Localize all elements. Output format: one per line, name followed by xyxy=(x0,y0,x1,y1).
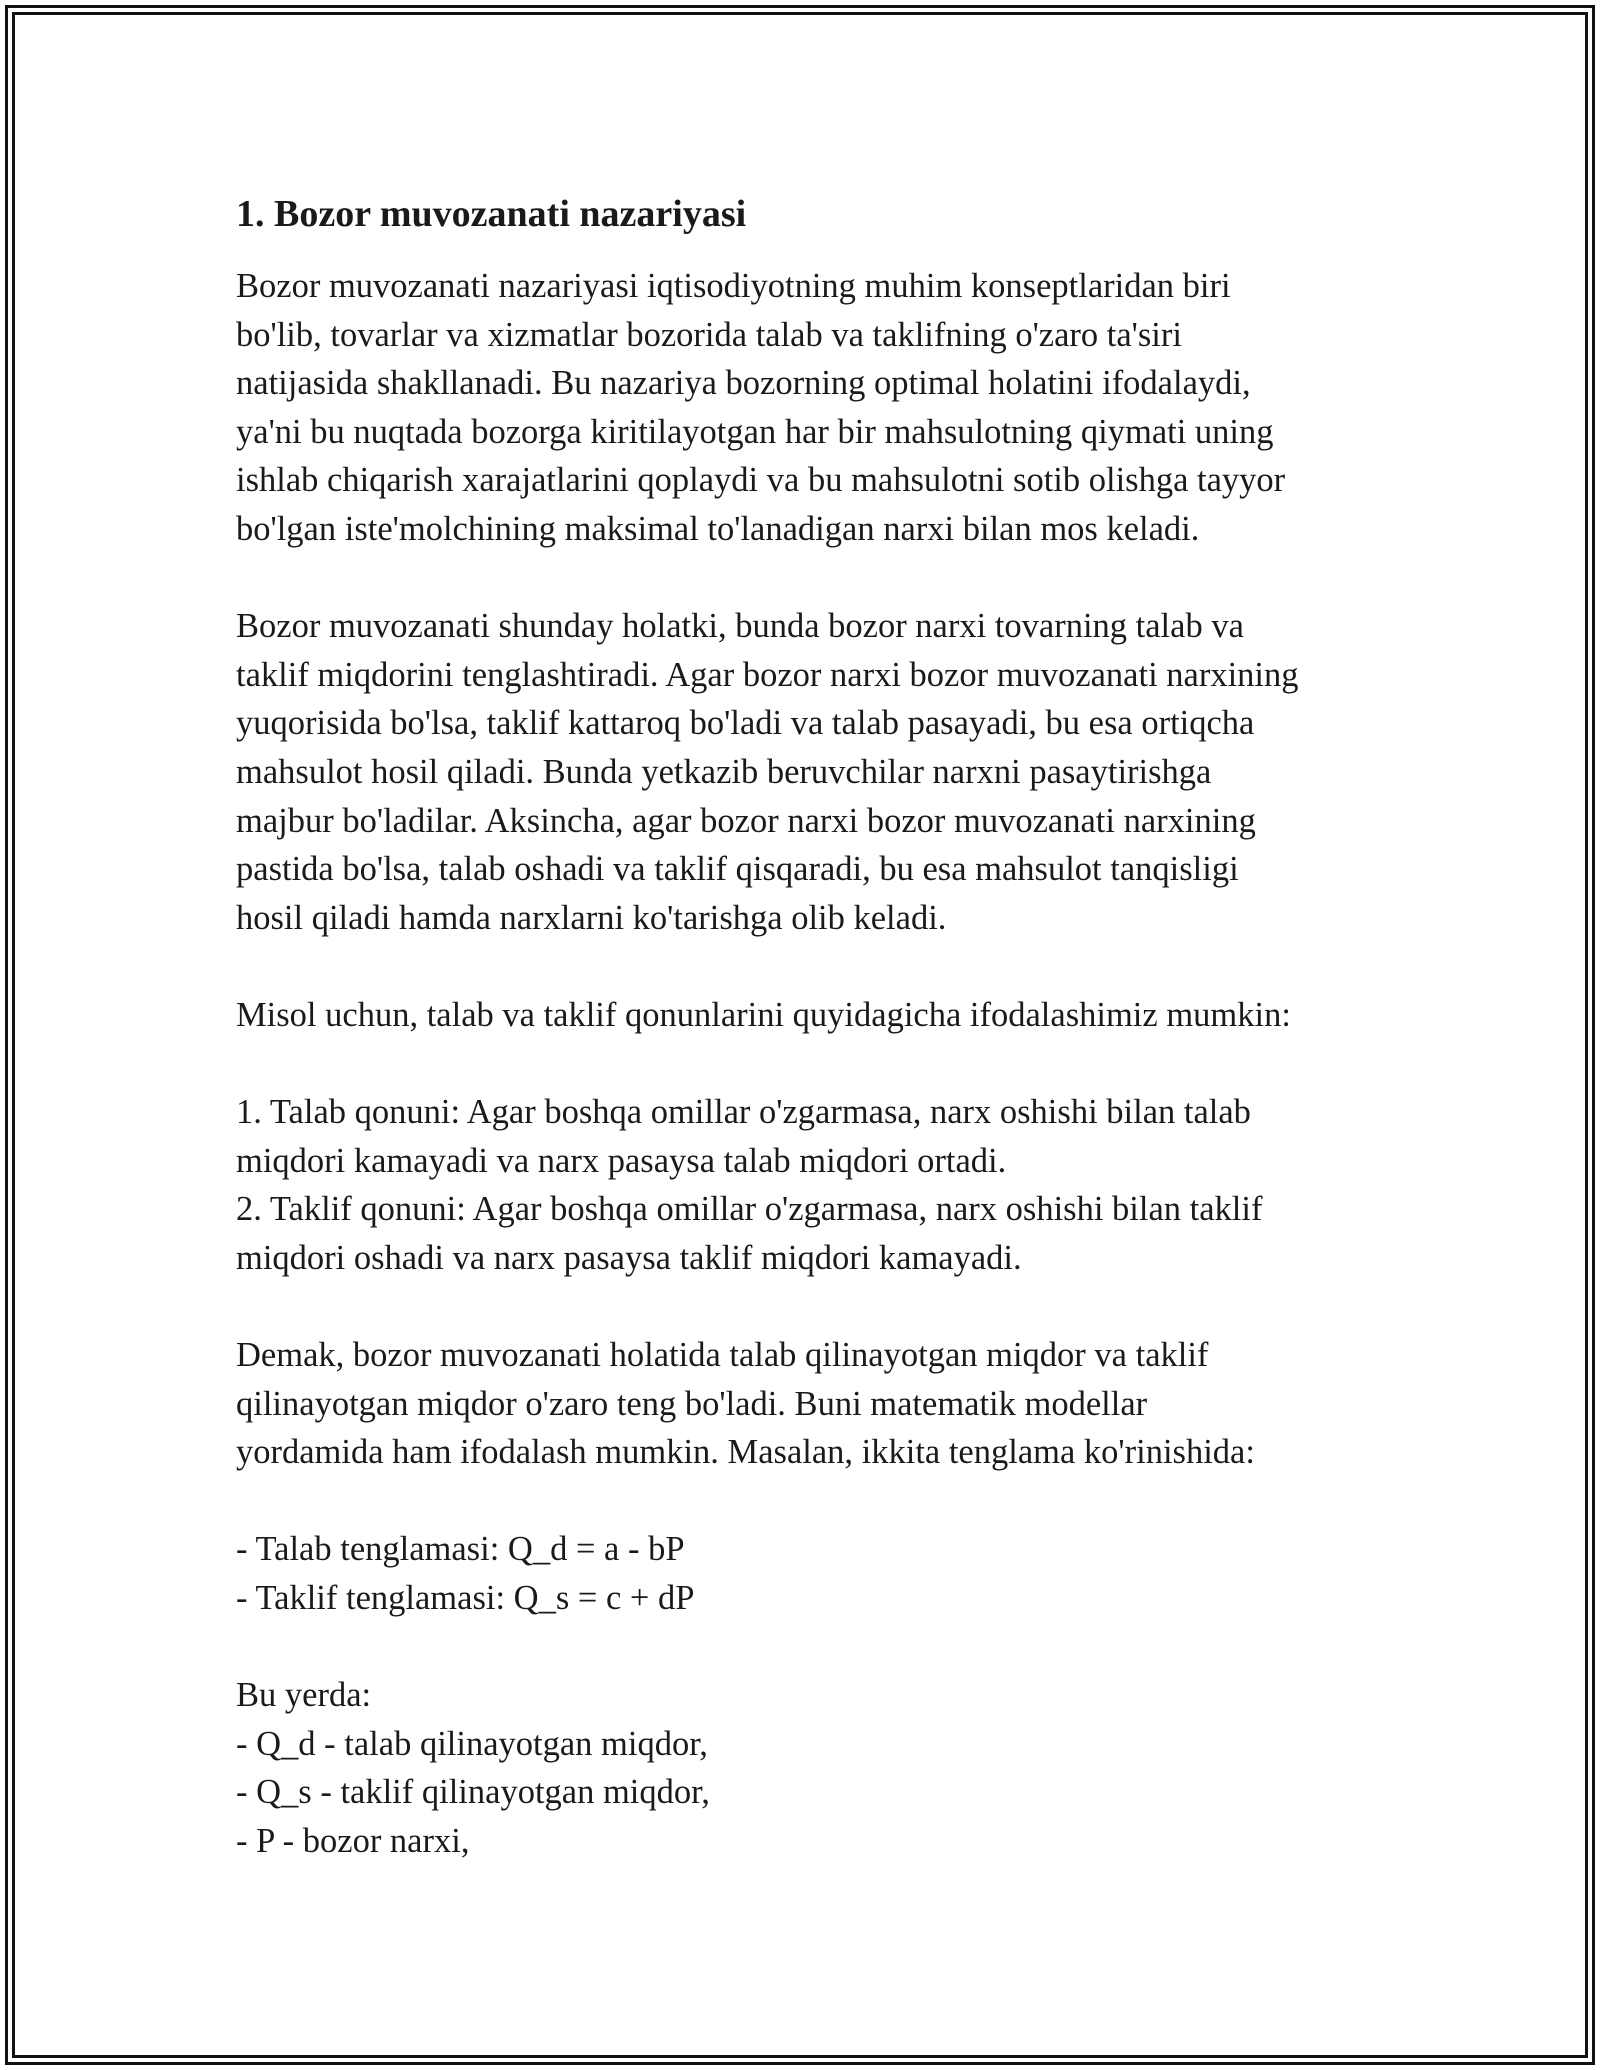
definitions-block xyxy=(236,1671,1396,1865)
paragraph-gap xyxy=(236,942,1396,991)
list-item-line: 1. Talab qonuni: Agar boshqa omillar o'zgarmasa, narx oshishi bilan talab xyxy=(236,1093,1251,1132)
document-title: 1. Bozor muvozanati nazariyasi xyxy=(236,193,747,235)
paragraph-gap xyxy=(236,1282,1396,1331)
paragraph-3 xyxy=(236,991,1396,1040)
text-line: hosil qiladi hamda narxlarni ko'tarishga olib keladi. xyxy=(236,898,947,937)
list-item-line: 2. Taklif qonuni: Agar boshqa omillar o'zgarmasa, narx oshishi bilan taklif xyxy=(236,1190,1263,1229)
definition-line: - P - bozor narxi, xyxy=(236,1822,470,1860)
text-line: Demak, bozor muvozanati holatida talab qilinayotgan miqdor va taklif xyxy=(236,1336,1209,1375)
laws-list xyxy=(236,1088,1396,1282)
text-line: bo'lgan iste'molchining maksimal to'lanadigan narxi bilan mos keladi. xyxy=(236,509,1200,548)
definition-line: - Q_s - taklif qilinayotgan miqdor, xyxy=(236,1773,710,1812)
text-line: ishlab chiqarish xarajatlarini qoplaydi va bu mahsulotni sotib olishga tayyor xyxy=(236,461,1286,500)
paragraph-gap xyxy=(236,554,1396,603)
list-item-line: miqdori oshadi va narx pasaysa taklif miqdori kamayadi. xyxy=(236,1238,1022,1277)
list-item-line: miqdori kamayadi va narx pasaysa talab miqdori ortadi. xyxy=(236,1141,1007,1180)
text-line: Bozor muvozanati shunday holatki, bunda bozor narxi tovarning talab va xyxy=(236,607,1244,646)
paragraph-1 xyxy=(236,262,1396,554)
text-line: natijasida shakllanadi. Bu nazariya bozorning optimal holatini ifodalaydi, xyxy=(236,364,1251,403)
text-line: majbur bo'ladilar. Aksincha, agar bozor narxi bozor muvozanati narxining xyxy=(236,801,1256,840)
text-line: Bozor muvozanati nazariyasi iqtisodiyotning muhim konseptlaridan biri xyxy=(236,267,1231,305)
text-line: pastida bo'lsa, talab oshadi va taklif qisqaradi, bu esa mahsulot tanqisligi xyxy=(236,850,1239,889)
text-line: mahsulot hosil qiladi. Bunda yetkazib beruvchilar narxni pasaytirishga xyxy=(236,752,1212,791)
text-line: yordamida ham ifodalash mumkin. Masalan, ikkita tenglama ko'rinishida: xyxy=(236,1433,1255,1472)
text-line: qilinayotgan miqdor o'zaro teng bo'ladi. Buni matematik modellar xyxy=(236,1384,1148,1423)
text-line: yuqorisida bo'lsa, taklif kattaroq bo'ladi va talab pasayadi, bu esa ortiqcha xyxy=(236,704,1255,743)
text-line: Misol uchun, talab va taklif qonunlarini quyidagicha ifodalashimiz mumkin: xyxy=(236,995,1291,1034)
equation-line: - Talab tenglamasi: Q_d = a - bP xyxy=(236,1530,685,1569)
paragraph-gap xyxy=(236,1477,1396,1526)
equation-line: - Taklif tenglamasi: Q_s = c + dP xyxy=(236,1579,695,1618)
where-heading: Bu yerda: xyxy=(236,1676,372,1715)
paragraph-gap xyxy=(236,1040,1396,1089)
paragraph-gap xyxy=(236,1623,1396,1672)
equations-list xyxy=(236,1525,1396,1622)
text-line: ya'ni bu nuqtada bozorga kiritilayotgan har bir mahsulotning qiymati uning xyxy=(236,412,1274,451)
paragraph-4 xyxy=(236,1331,1396,1477)
paragraph-2 xyxy=(236,602,1396,942)
definition-line: - Q_d - talab qilinayotgan miqdor, xyxy=(236,1724,708,1763)
document-body xyxy=(236,186,1396,1866)
text-line: taklif miqdorini tenglashtiradi. Agar bozor narxi bozor muvozanati narxining xyxy=(236,655,1299,694)
text-line: bo'lib, tovarlar va xizmatlar bozorida talab va taklifning o'zaro ta'siri xyxy=(236,315,1182,354)
